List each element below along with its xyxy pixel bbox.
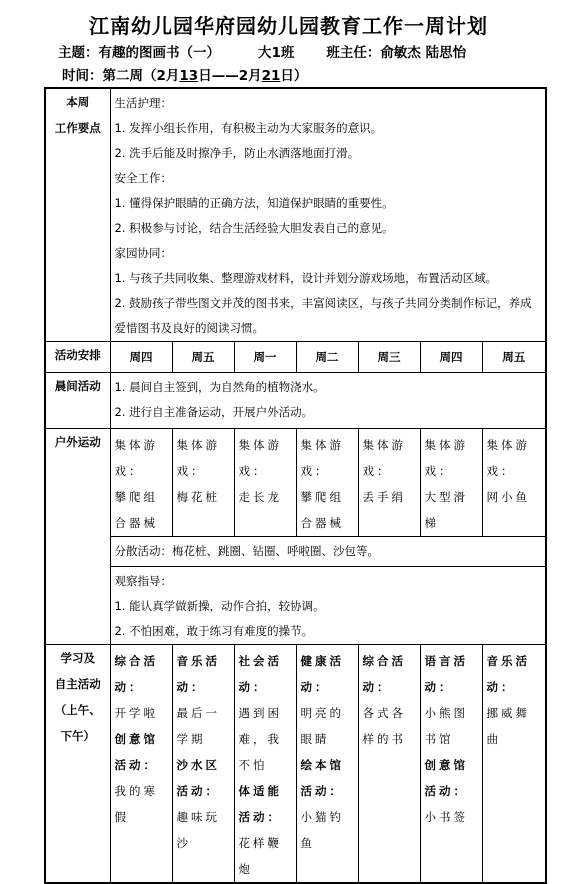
teacher-label: 班主任： xyxy=(326,45,381,61)
focus-content xyxy=(110,88,546,342)
focus-line: 家园协同： xyxy=(114,246,172,260)
outdoor-game-cell: 集体游戏： 梅花桩 xyxy=(172,429,234,537)
study-cell: 社会活动： 遇到困难，我不怕 体适能活动： 花样鞭炮 xyxy=(234,645,296,884)
day-header: 周二 xyxy=(296,342,358,373)
outdoor-label: 户外运动 xyxy=(45,429,110,645)
study-cell: 音乐活动： 最后一学期 沙水区活动： 趣味玩沙 xyxy=(172,645,234,884)
schedule-label: 活动安排 xyxy=(45,342,110,373)
outdoor-guidance xyxy=(110,567,546,645)
outdoor-game-cell: 集体游戏： 丢手绢 xyxy=(358,429,420,537)
guidance-line: 观察指导： xyxy=(114,574,172,588)
study-cell: 综合活动： 开学啦 创意馆活动： 我的寒假 xyxy=(110,645,172,884)
focus-line: 1. 发挥小组长作用，有积极主动为大家服务的意识。 xyxy=(114,121,383,135)
header-theme-line xyxy=(58,41,466,61)
study-cell: 语言活动： 小熊图书馆 创意馆活动： 小书签 xyxy=(420,645,482,884)
focus-line: 2. 积极参与讨论，结合生活经验大胆发表自己的意见。 xyxy=(114,221,394,235)
range-mid: 日——2月 xyxy=(198,68,262,84)
morning-line: 2. 进行自主准备运动，开展户外活动。 xyxy=(114,405,314,419)
focus-line: 安全工作： xyxy=(114,171,172,185)
outdoor-scattered: 分散活动：梅花桩、跳圈、钻圈、呼啦圈、沙包等。 xyxy=(110,537,546,567)
header-time-line xyxy=(62,64,307,84)
day-header: 周三 xyxy=(358,342,420,373)
time-label: 时间： xyxy=(62,68,103,84)
focus-line: 2. 鼓励孩子带些图文并茂的图书来，丰富阅读区，与孩子共同分类制作标记，养成爱惜图书及良好的阅读习惯。 xyxy=(114,296,532,335)
focus-row xyxy=(45,88,546,342)
study-row xyxy=(45,645,546,884)
study-cell: 综合活动： 各式各样的书 xyxy=(358,645,420,884)
guidance-line: 1. 能认真学做新操，动作合拍，较协调。 xyxy=(114,599,325,613)
outdoor-game-cell: 集体游戏： 网小鱼 xyxy=(482,429,546,537)
focus-line: 2. 洗手后能及时擦净手，防止水洒落地面打滑。 xyxy=(114,146,360,160)
focus-line: 1. 懂得保护眼睛的正确方法，知道保护眼睛的重要性。 xyxy=(114,196,394,210)
outdoor-guidance-row xyxy=(45,567,546,645)
outdoor-game-cell: 集体游戏： 走长龙 xyxy=(234,429,296,537)
weekly-plan-table xyxy=(44,87,547,884)
schedule-row xyxy=(45,342,546,373)
focus-line: 1. 与孩子共同收集、整理游戏材料，设计并划分游戏场地，布置活动区域。 xyxy=(114,271,498,285)
morning-content xyxy=(110,373,546,429)
end-day: 21 xyxy=(261,68,281,84)
study-label: 学习及 自主活动 （上午、 下午） xyxy=(45,645,110,884)
theme-label: 主题： xyxy=(58,45,99,61)
morning-line: 1. 晨间自主签到，为自然角的植物浇水。 xyxy=(114,380,325,394)
theme-value: 有趣的图画书（一） xyxy=(98,45,220,61)
week-value: 第二周 xyxy=(102,68,143,84)
study-cell: 健康活动： 明亮的眼睛 绘本馆活动： 小猫钓鱼 xyxy=(296,645,358,884)
outdoor-game-cell: 集体游戏： 攀爬组合器械 xyxy=(296,429,358,537)
day-header: 周五 xyxy=(482,342,546,373)
page-title: 江南幼儿园华府园幼儿园教育工作一周计划 xyxy=(89,14,488,38)
study-cell: 音乐活动： 挪威舞曲 xyxy=(482,645,546,884)
guidance-line: 2. 不怕困难，敢于练习有难度的操节。 xyxy=(114,624,314,638)
morning-row xyxy=(45,373,546,429)
day-header: 周一 xyxy=(234,342,296,373)
start-day: 13 xyxy=(179,68,199,84)
day-header: 周四 xyxy=(110,342,172,373)
focus-label: 本周 工作要点 xyxy=(45,88,110,342)
outdoor-games-row xyxy=(45,429,546,537)
outdoor-game-cell: 集体游戏： 大型滑梯 xyxy=(420,429,482,537)
outdoor-scattered-row xyxy=(45,537,546,567)
range-close: 日） xyxy=(280,68,308,84)
day-header: 周五 xyxy=(172,342,234,373)
focus-line: 生活护理： xyxy=(114,96,172,110)
day-header: 周四 xyxy=(420,342,482,373)
class-value: 大1班 xyxy=(258,45,295,61)
morning-label: 晨间活动 xyxy=(45,373,110,429)
range-open: （2月 xyxy=(143,68,180,84)
outdoor-game-cell: 集体游戏： 攀爬组合器械 xyxy=(110,429,172,537)
teacher-names: 俞敏杰 陆思怡 xyxy=(380,45,467,61)
